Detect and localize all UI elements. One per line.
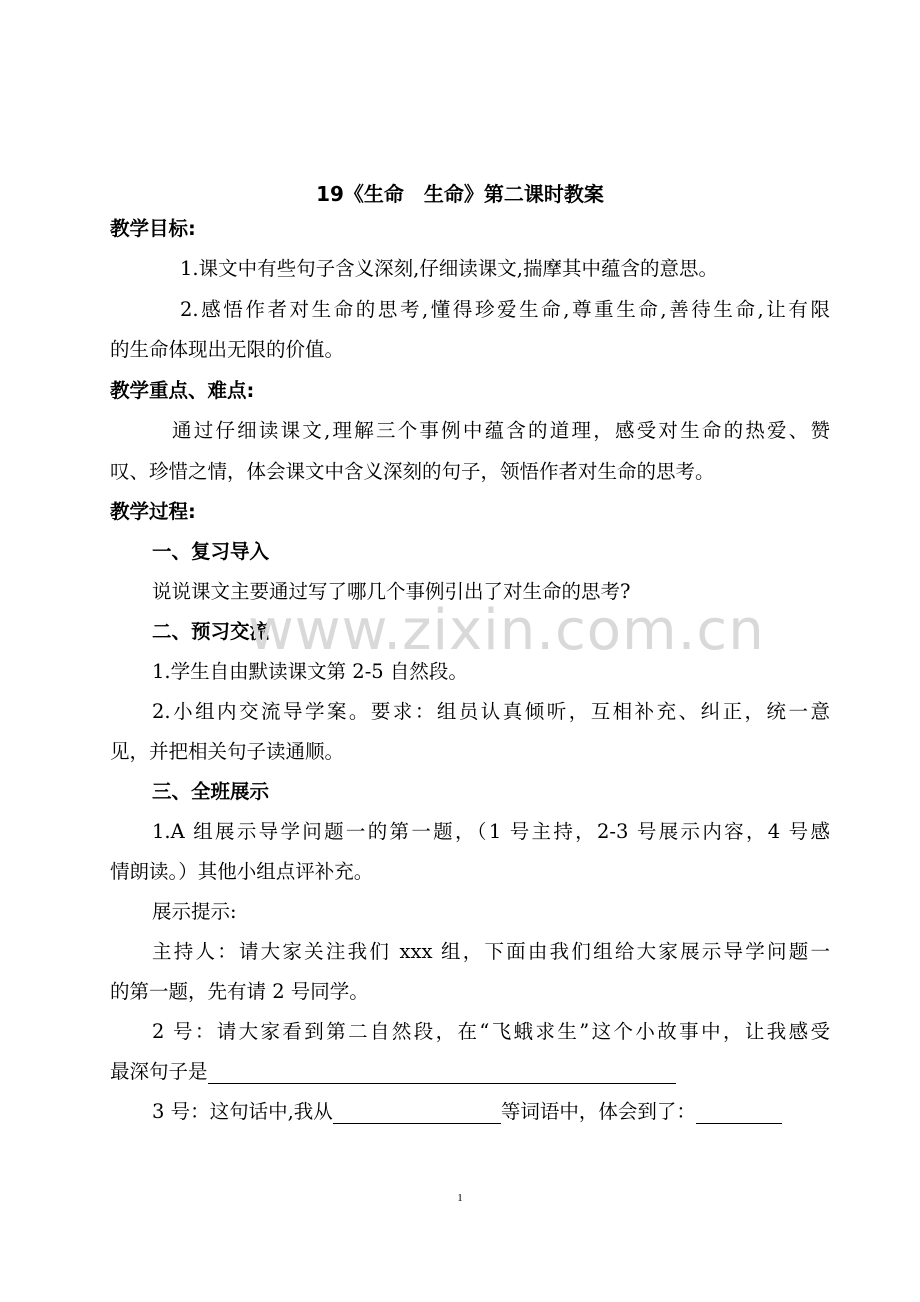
page-title: 19《生命 生命》第二课时教案 xyxy=(316,182,604,206)
host-line-1: 主持人：请大家关注我们 xxx 组，下面由我们组给大家展示导学问题一 xyxy=(152,940,830,963)
goal-2-line-2: 的生命体现出无限的价值。 xyxy=(110,338,345,361)
answer-blank-words[interactable] xyxy=(333,1103,501,1124)
step-3-item-1-line-2: 情朗读。）其他小组点评补充。 xyxy=(110,860,374,883)
key-points-line-1: 通过仔细读课文,理解三个事例中蕴含的道理，感受对生命的热爱、赞 xyxy=(172,419,830,442)
goal-2-line-1: 2.感悟作者对生命的思考,懂得珍爱生命,尊重生命,善待生命,让有限 xyxy=(180,298,830,321)
no3-line xyxy=(152,1100,782,1124)
watermark: www.zixin.com.cn xyxy=(248,598,765,663)
answer-blank-feeling[interactable] xyxy=(696,1103,782,1124)
no3-text-part-1: 3 号：这句话中,我从 xyxy=(152,1100,333,1123)
step-1-text: 说说课文主要通过写了哪几个事例引出了对生命的思考? xyxy=(152,580,631,603)
step-2-item-2-line-2: 见，并把相关句子读通顺。 xyxy=(110,740,345,763)
answer-blank-sentence[interactable] xyxy=(208,1063,676,1084)
key-points-heading: 教学重点、难点: xyxy=(110,379,255,402)
step-2-item-1: 1.学生自由默读课文第 2-5 自然段。 xyxy=(152,660,468,683)
step-1-heading: 一、复习导入 xyxy=(152,540,270,563)
no3-text-part-2: 等词语中，体会到了： xyxy=(500,1100,696,1123)
step-2-heading: 二、预习交流 xyxy=(152,620,270,643)
key-points-line-2: 叹、珍惜之情，体会课文中含义深刻的句子，领悟作者对生命的思考。 xyxy=(110,460,715,483)
no2-line-2-text: 最深句子是 xyxy=(110,1060,208,1083)
process-heading: 教学过程: xyxy=(110,500,196,523)
no2-line-2 xyxy=(110,1060,676,1084)
step-3-item-1-line-1: 1.A 组展示导学问题一的第一题，（1 号主持，2-3 号展示内容，4 号感 xyxy=(152,820,830,843)
step-2-item-2-line-1: 2.小组内交流导学案。要求：组员认真倾听，互相补充、纠正，统一意 xyxy=(152,700,830,723)
hint-label: 展示提示: xyxy=(152,900,237,923)
host-line-2: 的第一题，先有请 2 号同学。 xyxy=(110,980,369,1003)
step-3-heading: 三、全班展示 xyxy=(152,780,270,803)
no2-line-1: 2 号：请大家看到第二自然段，在“飞蛾求生”这个小故事中，让我感受 xyxy=(152,1020,830,1043)
page-number: 1 xyxy=(457,1192,463,1204)
goals-heading: 教学目标: xyxy=(110,217,196,240)
goal-1: 1.课文中有些句子含义深刻,仔细读课文,揣摩其中蕴含的意思。 xyxy=(180,257,719,280)
